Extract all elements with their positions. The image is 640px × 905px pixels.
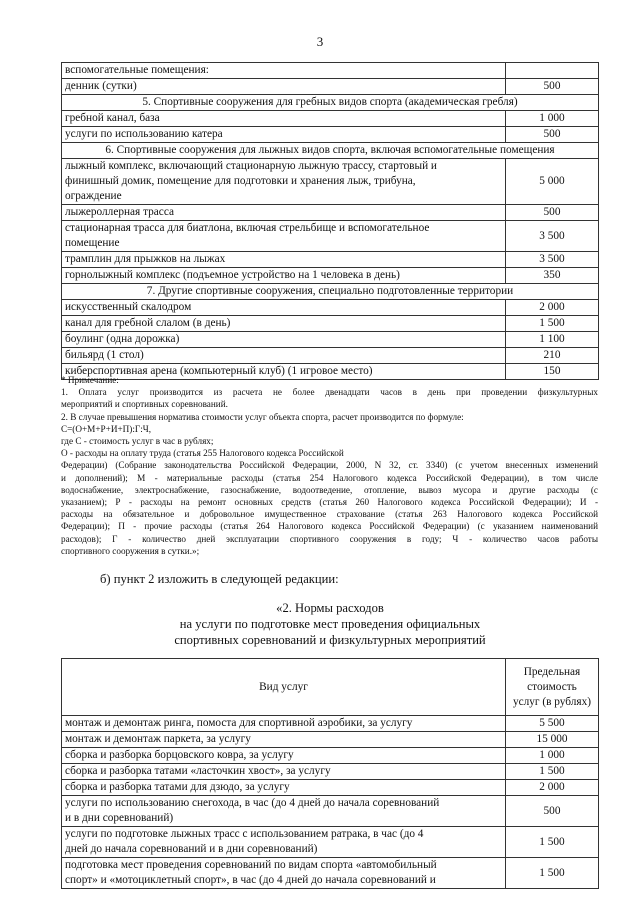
cell-line: лыжный комплекс, включающий стационарную лыжную трассу, стартовый и (65, 160, 437, 172)
price-cell: 1 500 (506, 316, 599, 332)
cell-line: сборка и разборка борцовского ковра, за услугу (65, 749, 294, 761)
table-row (62, 780, 599, 796)
table-row (62, 63, 599, 79)
cell-line: трамплин для прыжков на лыжах (65, 253, 226, 265)
section-row (62, 284, 599, 300)
tariff-table-continued (61, 62, 599, 380)
cell-line: искусственный скалодром (65, 301, 192, 313)
cell-line: и в дни соревнований) (65, 812, 174, 824)
table-row (62, 221, 599, 252)
note-line: расходы на обязательное и добровольное имущественное страхование (статья 263 Налогового кодекса Российской (61, 509, 598, 520)
table-row (62, 332, 599, 348)
note-line: 2. В случае превышения норматива стоимости услуг объекта спорта, расчет производится по формуле: (61, 411, 464, 422)
service-cell (62, 63, 506, 79)
cell-line: услуги по использованию катера (65, 128, 223, 140)
table-row (62, 252, 599, 268)
price-cell: 500 (506, 796, 599, 827)
section-title-cell (62, 284, 599, 300)
cell-line: финишный домик, помещение для подготовки и хранения лыж, трибуна, (65, 175, 416, 187)
price-cell: 150 (506, 364, 599, 380)
note-line: расходов); Г - количество дней эксплуатации спортивного сооружения в году; Ч - количество часов работы (61, 533, 598, 544)
title-line: спортивных соревнований и физкультурных мероприятий (174, 633, 486, 648)
table-row (62, 268, 599, 284)
service-cell (62, 300, 506, 316)
cell-line: киберспортивная арена (компьютерный клуб) (1 игровое место) (65, 365, 373, 377)
price-cell: 210 (506, 348, 599, 364)
section-title (80, 600, 580, 649)
price-cell (506, 63, 599, 79)
cell-line: гребной канал, база (65, 112, 160, 124)
price-cell: 2 000 (506, 780, 599, 796)
note-line: указанием); Р - расходы на ремонт основных средств (статья 260 Налогового кодекса Российской Федерации); И - (61, 497, 598, 508)
price-cell: 500 (506, 127, 599, 143)
cell-line: монтаж и демонтаж паркета, за услугу (65, 733, 251, 745)
table-row (62, 159, 599, 205)
service-cell (62, 205, 506, 221)
table-header-row (62, 659, 599, 716)
cell-line: 6. Спортивные сооружения для лыжных видов спорта, включая вспомогательные помещения (105, 144, 555, 156)
note-line: мероприятий и спортивных соревнований. (61, 399, 228, 410)
service-cell (62, 827, 506, 858)
cell-line: горнолыжный комплекс (подъемное устройство на 1 человека в день) (65, 269, 400, 281)
price-cell: 3 500 (506, 252, 599, 268)
service-cell (62, 268, 506, 284)
cell-line: боулинг (одна дорожка) (65, 333, 180, 345)
cell-line: спорт» и «мотоциклетный спорт», в час (до 4 дней до начала соревнований и (65, 874, 436, 886)
cell-line: подготовка мест проведения соревнований по видам спорта «автомобильный (65, 859, 437, 871)
note-line: водоснабжение, электроснабжение, газоснабжение, водоотведение, отопление, вывоз мусора и другие расходы (с (61, 484, 598, 495)
cell-line: ограждение (65, 190, 122, 202)
price-cell: 15 000 (506, 732, 599, 748)
header-price (506, 659, 599, 716)
price-cell: 5 500 (506, 716, 599, 732)
note-line: О - расходы на оплату труда (статья 255 Налогового кодекса Российской (61, 448, 344, 459)
section-row (62, 95, 599, 111)
price-cell: 500 (506, 205, 599, 221)
note-line: спортивного сооружения в сутки.»; (61, 545, 200, 556)
price-cell: 1 100 (506, 332, 599, 348)
cell-line: 7. Другие спортивные сооружения, специально подготовленные территории (146, 285, 514, 297)
service-cell (62, 221, 506, 252)
price-cell: 1 500 (506, 764, 599, 780)
cell-line: монтаж и демонтаж ринга, помоста для спортивной аэробики, за услугу (65, 717, 413, 729)
cell-line: сборка и разборка татами «ласточкин хвост», за услугу (65, 765, 331, 777)
cell-line: лыжероллерная трасса (65, 206, 174, 218)
note-line: Федерации); П - прочие расходы (статья 264 Налогового кодекса Российской Федерации) (с указанием наименований (61, 521, 598, 532)
table-row (62, 732, 599, 748)
subpoint-text: б) пункт 2 изложить в следующей редакции: (100, 572, 339, 586)
service-cell (62, 348, 506, 364)
header-price-line: Предельная (523, 665, 581, 678)
service-cell (62, 79, 506, 95)
service-cell (62, 127, 506, 143)
service-cell (62, 858, 506, 889)
title-line: «2. Нормы расходов (276, 601, 384, 615)
price-cell: 5 000 (506, 159, 599, 205)
table-row (62, 796, 599, 827)
cell-line: вспомогательные помещения: (65, 64, 209, 76)
table-row (62, 748, 599, 764)
note-line: и дополнений); М - материальные расходы (статья 254 Налогового кодекса Российской Федерации), в том числе (61, 472, 598, 483)
price-cell: 1 000 (506, 748, 599, 764)
cell-line: 5. Спортивные сооружения для гребных видов спорта (академическая гребля) (142, 96, 518, 108)
table-row (62, 858, 599, 889)
cell-line: бильярд (1 стол) (65, 349, 144, 361)
note-line: * Примечание: (61, 375, 119, 385)
header-price-line: стоимость (527, 680, 577, 693)
header-price-line: услуг (в рублях) (512, 695, 592, 708)
service-cell (62, 111, 506, 127)
table-row (62, 827, 599, 858)
service-cell (62, 764, 506, 780)
table-row (62, 300, 599, 316)
price-cell: 1 500 (506, 827, 599, 858)
service-cell (62, 252, 506, 268)
service-cell (62, 716, 506, 732)
section-title-cell (62, 95, 599, 111)
note-line: где С - стоимость услуг в час в рублях; (61, 436, 214, 447)
note-line: Федерации) (Собрание законодательства Российской Федерации, 2000, N 32, ст. 3340) (с учетом внесенных изменений (61, 460, 598, 471)
service-cell (62, 796, 506, 827)
table-row (62, 716, 599, 732)
price-cell: 350 (506, 268, 599, 284)
cell-line: услуги по подготовке лыжных трасс с использованием ратрака, в час (до 4 (65, 828, 424, 840)
cell-line: денник (сутки) (65, 80, 137, 92)
service-cell (62, 780, 506, 796)
table-row (62, 111, 599, 127)
service-cell (62, 316, 506, 332)
table-row (62, 205, 599, 221)
cell-line: услуги по использованию снегохода, в час (до 4 дней до начала соревнований (65, 797, 440, 809)
price-cell: 1 000 (506, 111, 599, 127)
price-cell: 3 500 (506, 221, 599, 252)
section-title-cell (62, 143, 599, 159)
cell-line: канал для гребной слалом (в день) (65, 317, 231, 329)
price-cell: 2 000 (506, 300, 599, 316)
table-row (62, 316, 599, 332)
norms-table (61, 658, 599, 889)
service-cell (62, 732, 506, 748)
service-cell (62, 332, 506, 348)
section-row (62, 143, 599, 159)
table-row (62, 79, 599, 95)
note-line: С=(О+М+Р+И+П):Г:Ч, (61, 423, 152, 434)
cell-line: стационарная трасса для биатлона, включая стрельбище и вспомогательное (65, 222, 430, 234)
service-cell (62, 159, 506, 205)
cell-line: сборка и разборка татами для дзюдо, за услугу (65, 781, 290, 793)
cell-line: дней до начала соревнований и в дни соревнований) (65, 843, 318, 855)
price-cell: 1 500 (506, 858, 599, 889)
table-row (62, 127, 599, 143)
table-row (62, 764, 599, 780)
service-cell (62, 748, 506, 764)
title-line: на услуги по подготовке мест проведения официальных (179, 617, 481, 632)
notes-block (61, 374, 598, 557)
cell-line: помещение (65, 237, 120, 249)
header-service: Вид услуг (62, 659, 506, 716)
page-number: 3 (316, 34, 324, 49)
note-line: 1. Оплата услуг производится из расчета не более двенадцати часов в день при проведении физкультурных (61, 387, 598, 398)
table-row (62, 348, 599, 364)
price-cell: 500 (506, 79, 599, 95)
